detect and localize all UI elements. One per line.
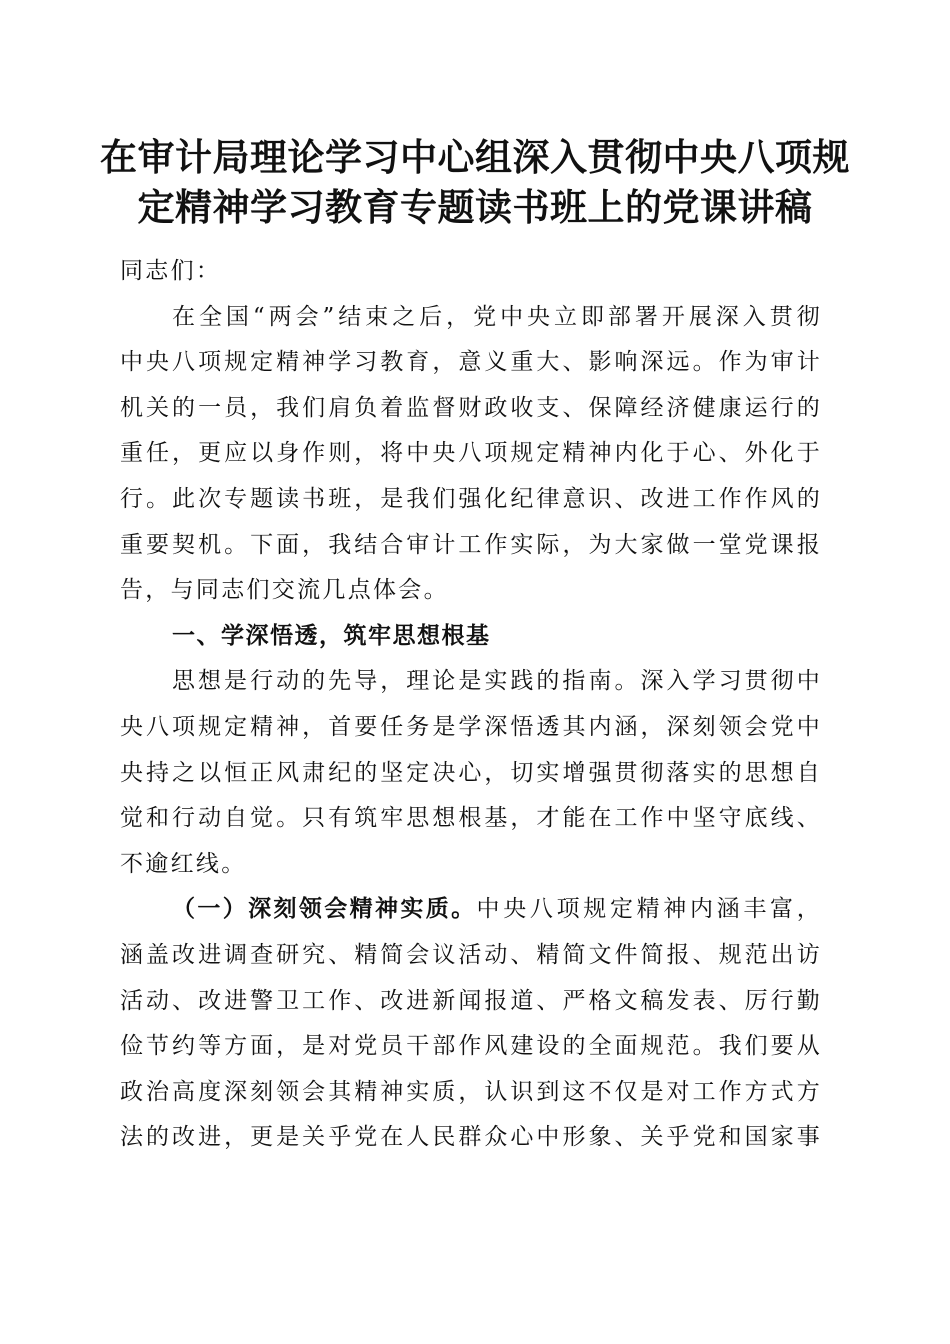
intro-line: 重任，更应以身作则，将中央八项规定精神内化于心、外化于 <box>120 440 822 467</box>
subsection-line: 活动、改进警卫工作、改进新闻报道、严格文稿发表、厉行勤 <box>120 987 822 1014</box>
title-line-1: 在审计局理论学习中心组深入贯彻中央八项规 <box>100 135 850 179</box>
salutation: 同志们： <box>120 258 222 284</box>
document-title <box>100 132 850 232</box>
section1-line: 觉和行动自觉。只有筑牢思想根基，才能在工作中坚守底线、 <box>120 805 822 832</box>
subsection-heading: （一）深刻领会精神实质。 <box>172 896 477 923</box>
intro-line: 重要契机。下面，我结合审计工作实际，为大家做一堂党课报 <box>120 531 822 558</box>
section1-line: 央八项规定精神，首要任务是学深悟透其内涵，深刻领会党中 <box>120 713 822 740</box>
subsection-line: 政治高度深刻领会其精神实质，认识到这不仅是对工作方式方 <box>120 1078 822 1105</box>
section1-line: 思想是行动的先导，理论是实践的指南。深入学习贯彻中 <box>172 668 822 695</box>
subsection-first-line <box>120 887 822 933</box>
subsection-first-text: 中央八项规定精神内涵丰富， <box>476 896 822 923</box>
intro-line: 行。此次专题读书班，是我们强化纪律意识、改进工作作风的 <box>120 485 822 512</box>
document-body <box>120 249 822 1161</box>
intro-line: 告，与同志们交流几点体会。 <box>120 577 449 604</box>
intro-line: 中央八项规定精神学习教育，意义重大、影响深远。作为审计 <box>120 349 822 376</box>
subsection-line: 法的改进，更是关乎党在人民群众心中形象、关乎党和国家事 <box>120 1124 822 1151</box>
section1-line: 央持之以恒正风肃纪的坚定决心，切实增强贯彻落实的思想自 <box>120 759 822 786</box>
subsection-line: 涵盖改进调查研究、精简会议活动、精简文件简报、规范出访 <box>120 941 822 968</box>
subsection-line: 俭节约等方面，是对党员干部作风建设的全面规范。我们要从 <box>120 1033 822 1060</box>
section1-line: 不逾红线。 <box>120 850 247 877</box>
intro-line: 在全国“两会”结束之后，党中央立即部署开展深入贯彻 <box>172 303 822 330</box>
intro-line: 机关的一员，我们肩负着监督财政收支、保障经济健康运行的 <box>120 394 822 421</box>
title-line-2: 定精神学习教育专题读书班上的党课讲稿 <box>137 185 813 229</box>
section-heading: 一、学深悟透，筑牢思想根基 <box>172 622 491 649</box>
